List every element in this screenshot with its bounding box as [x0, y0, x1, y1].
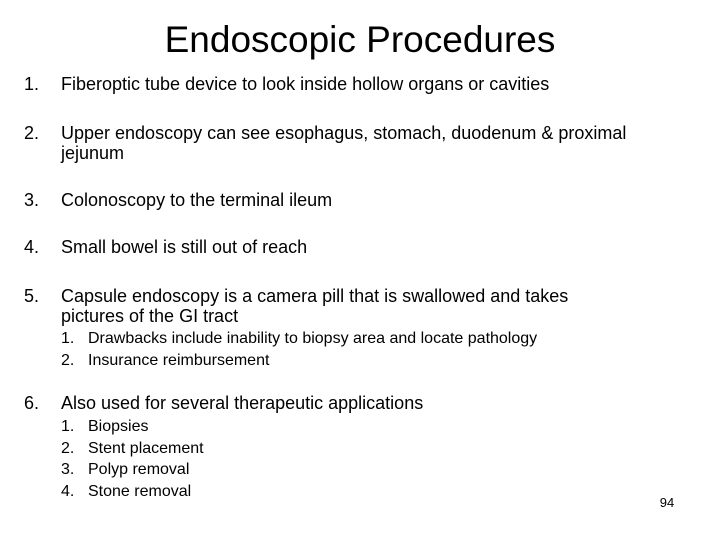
list-item-number: 2. [24, 123, 40, 143]
sub-list-item [61, 438, 681, 460]
sub-list-item-text: Stone removal [88, 482, 192, 500]
sub-list-item [61, 328, 681, 350]
list-item [24, 286, 634, 326]
sub-list-item-number: 1. [61, 418, 75, 435]
sub-list-item-text: Polyp removal [88, 461, 190, 478]
list-item-text: Upper endoscopy can see esophagus, stomach, duodenum & proximal jejunum [61, 123, 627, 163]
list-item-text: Small bowel is still out of reach [61, 237, 308, 257]
list-item-number: 4. [24, 237, 40, 257]
list-item-text: Fiberoptic tube device to look inside hollow organs or cavities [61, 74, 550, 94]
list-item [24, 74, 704, 94]
sub-list-item-text: Biopsies [88, 418, 149, 435]
sub-list-item [61, 350, 681, 372]
list-item [24, 393, 704, 413]
sub-list-item-number: 3. [61, 461, 75, 478]
list-item [24, 190, 704, 210]
list-item-number: 5. [24, 286, 40, 306]
sub-list-item [61, 416, 681, 438]
list-item-text: Colonoscopy to the terminal ileum [61, 190, 333, 210]
list-item-number: 6. [24, 393, 40, 413]
sub-list-item-text: Stent placement [88, 439, 204, 457]
list-item-text: Also used for several therapeutic applications [61, 393, 424, 413]
list-item-number: 3. [24, 190, 40, 210]
list-item [24, 123, 694, 163]
sub-list-item-number: 1. [61, 330, 75, 347]
sub-list-item-text: Insurance reimbursement [88, 351, 270, 369]
sub-list-item [61, 481, 681, 503]
list-item-text: Capsule endoscopy is a camera pill that is swallowed and takes pictures of the GI tract [61, 286, 569, 326]
page-number: 94 [659, 495, 675, 510]
sub-list-item-number: 2. [61, 439, 75, 457]
sub-list-item-text: Drawbacks include inability to biopsy area and locate pathology [88, 330, 538, 347]
sub-list-item-number: 2. [61, 351, 75, 369]
sub-list [61, 328, 681, 371]
sub-list-item-number: 4. [61, 482, 75, 500]
sub-list [61, 416, 681, 502]
slide-title: Endoscopic Procedures [164, 19, 556, 60]
list-item [24, 237, 704, 257]
list-item-number: 1. [24, 74, 40, 94]
sub-list-item [61, 459, 681, 481]
